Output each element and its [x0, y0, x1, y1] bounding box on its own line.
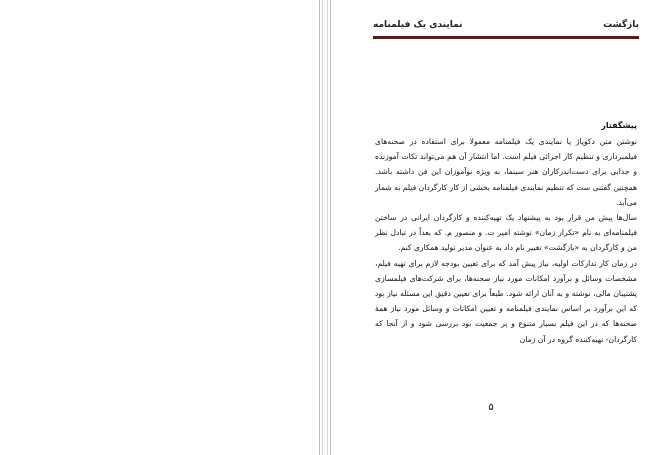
page-number: ۵ [488, 402, 494, 413]
left-page-edge [319, 0, 320, 455]
running-header [373, 20, 639, 36]
book-title: نمایندی یک فیلمنامه [373, 20, 463, 30]
section-heading: پیشگفتار [601, 121, 637, 130]
header-rule [373, 36, 639, 39]
left-page-inner-edge [322, 0, 323, 455]
paragraph: سال‌ها پیش من قرار بود به پیشنهاد یک تهیه‌کننده و کارگردان ایرانی در ساختن فیلمنامه‌ای به نام «تکرار زمان» نوشته امیر ت. و منصور م. که بعداً در تبادل نظر من و کارگردان به «بازگشت» تغییر نام داد به عنوان مدیر تولید همکاری کنم. [375, 213, 637, 253]
document-page [331, 0, 651, 455]
paragraph: نوشتن متن دکوپاژ یا نمایندی یک فیلمنامه معمولا برای استفاده در صحنه‌های فیلمبرداری و تنظیم کار اجرائی فیلم است. اما انتشار آن هم می‌تواند نکات آموزنده و جذابی برای دست‌اندرکاران هنر سینما، به ویژه نوآموزان این فن داشته باشد. همچنین گفتنی ست که تنظیم نمایندی فیلمنامه بخشی از کار کارگردان فیلم به شمار می‌آید. [375, 137, 637, 207]
right-page-inner-edge [327, 0, 328, 455]
paragraph: در زمان کار تدارکات اولیه، نیاز پیش آمد که برای تعیین بودجه لازم برای تهیه فیلم، مشخصات وسائل و برآورد امکانات مورد نیاز صحنه‌ها، برای شرکت‌های فیلمسازی پشتیبان مالی، نوشته و به آنان ارائه شود. طبعاً برای تعیین دقیق این مسئله نیاز بود که این برآورد بر اساس نمایندی فیلمنامه و تعیین امکانات و وسائل مورد نیاز همهٔ صحنه‌ها که در این فیلم بسیار متنوع و پر جمعیت بود بررسی شود و از آنجا که کارگردان- تهیه‌کننده گروه در آن زمان [375, 258, 637, 344]
page-body [375, 118, 637, 347]
section-title: بازگشت [603, 20, 639, 30]
